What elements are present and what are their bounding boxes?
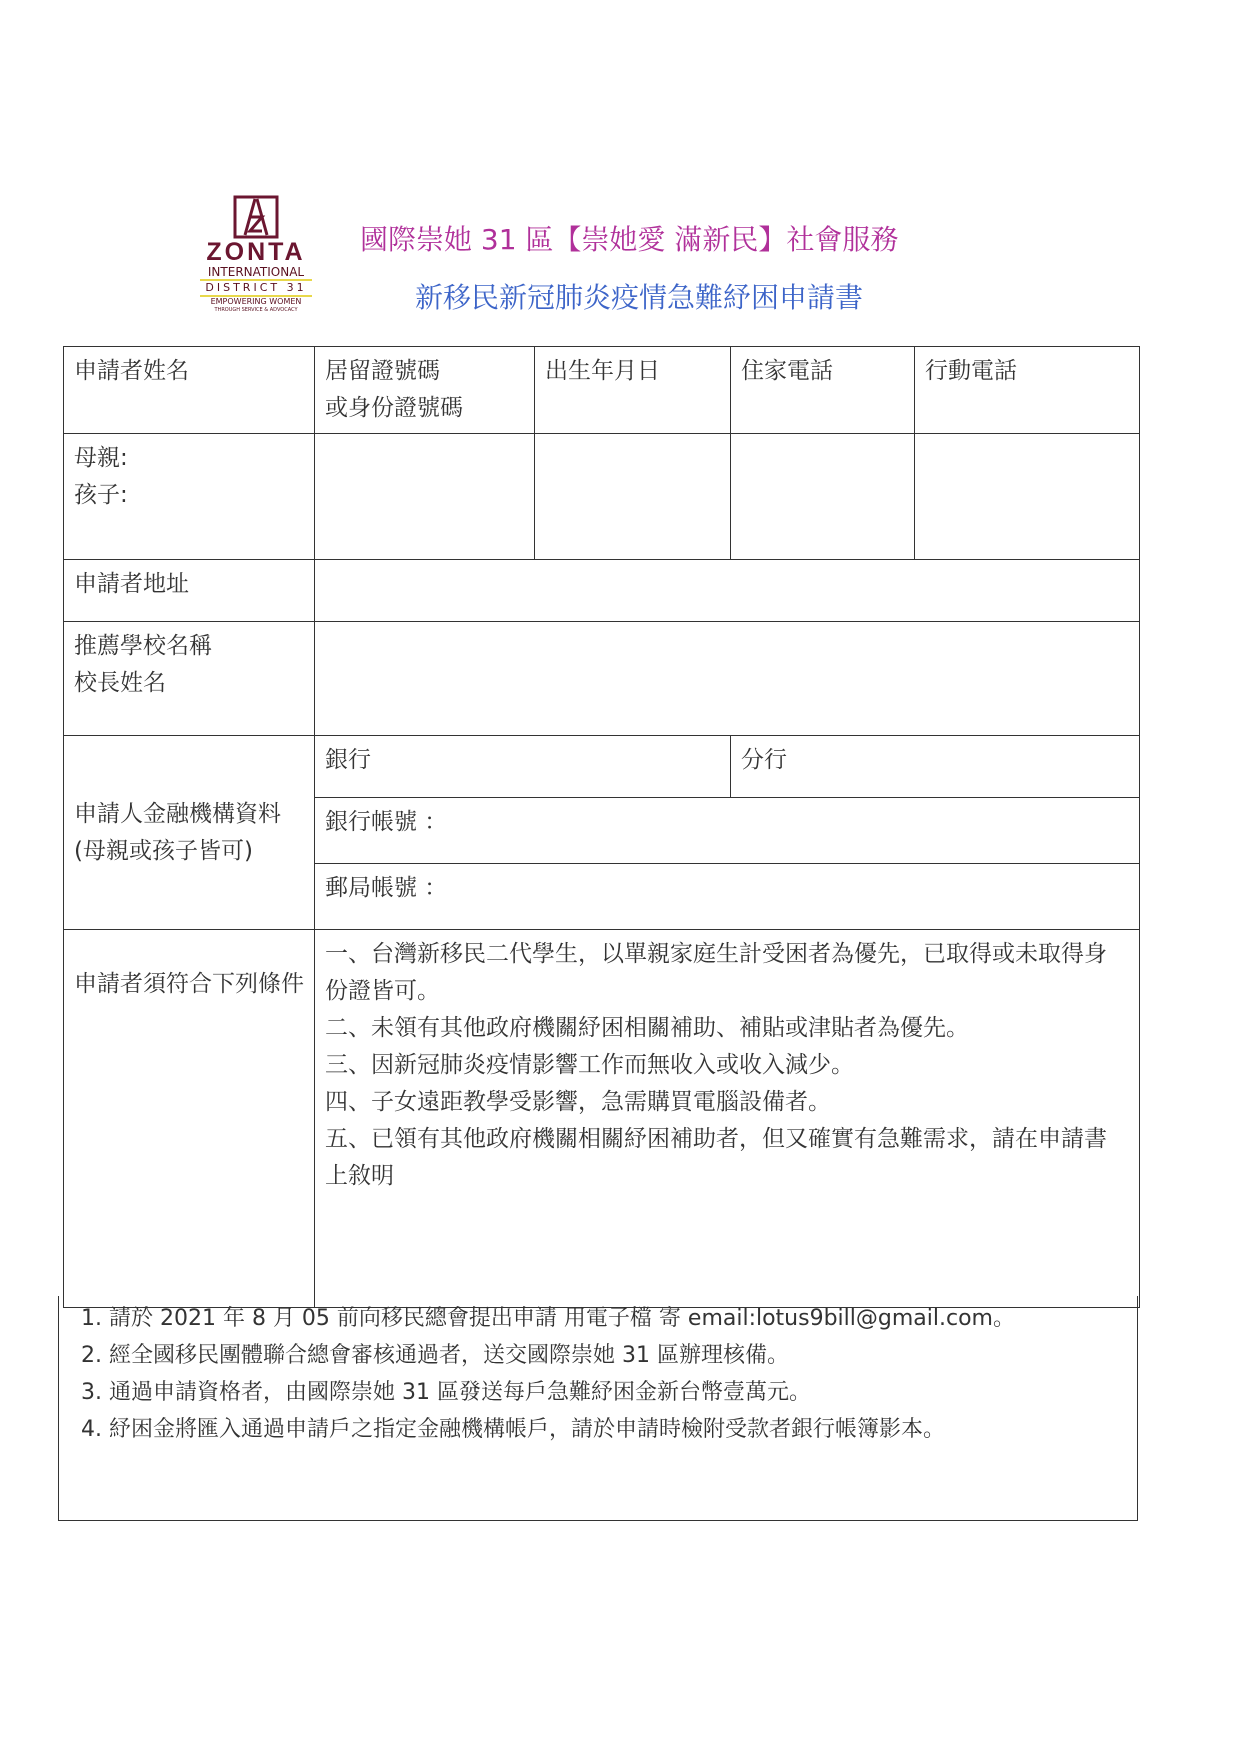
header-row	[64, 347, 1140, 434]
bank-field[interactable]: 銀行	[315, 736, 731, 798]
zonta-emblem-icon	[233, 195, 279, 239]
application-form-table	[63, 346, 1140, 1308]
principal-name-label: 校長姓名	[74, 670, 166, 696]
header-home-phone: 住家電話	[731, 347, 915, 434]
conditions-list	[315, 930, 1140, 1308]
school-name-label: 推薦學校名稱	[74, 633, 212, 659]
applicant-name-cell[interactable]	[64, 434, 315, 560]
condition-item: 一、台灣新移民二代學生，以單親家庭生計受困者為優先，已取得或未取得身份證皆可。	[325, 941, 1107, 1004]
bank-info-label-line2: (母親或孩子皆可)	[74, 837, 253, 864]
condition-item: 四、子女遠距教學受影響，急需購買電腦設備者。	[325, 1089, 831, 1115]
condition-item: 二、未領有其他政府機關紓困相關補助、補貼或津貼者為優先。	[325, 1015, 969, 1041]
address-label: 申請者地址	[64, 560, 315, 622]
header-id-line1: 居留證號碼	[325, 358, 440, 384]
note-item: 1. 請於 2021 年 8 月 05 前向移民總會提出申請 用電子檔 寄 email:lotus9bill@gmail.com。	[81, 1306, 1015, 1331]
address-field[interactable]	[315, 560, 1140, 622]
condition-item: 三、因新冠肺炎疫情影響工作而無收入或收入減少。	[325, 1052, 854, 1078]
address-row	[64, 560, 1140, 622]
note-item: 3. 通過申請資格者，由國際崇她 31 區發送每戶急難紓困金新台幣壹萬元。	[81, 1380, 811, 1405]
header-id-line2: 或身份證號碼	[325, 395, 463, 421]
conditions-label: 申請者須符合下列條件	[64, 930, 315, 1308]
logo-line: DISTRICT 31	[200, 279, 312, 297]
id-number-field[interactable]	[315, 434, 535, 560]
mother-label: 母親:	[74, 445, 128, 471]
child-label: 孩子:	[74, 482, 128, 508]
notes-box	[58, 1296, 1138, 1521]
header-mobile-phone: 行動電話	[915, 347, 1140, 434]
logo-name: ZONTA	[206, 238, 306, 266]
logo-line: EMPOWERING WOMEN	[210, 297, 302, 306]
header-id-number	[315, 347, 535, 434]
school-field[interactable]	[315, 622, 1140, 736]
title-sub: 新移民新冠肺炎疫情急難紓困申請書	[415, 281, 864, 314]
birthdate-field[interactable]	[535, 434, 731, 560]
header-birthdate: 出生年月日	[535, 347, 731, 434]
mobile-phone-field[interactable]	[915, 434, 1140, 560]
school-label	[64, 622, 315, 736]
bank-info-label	[64, 736, 315, 930]
branch-field[interactable]: 分行	[731, 736, 1140, 798]
bank-account-field[interactable]: 銀行帳號 ：	[315, 798, 1140, 864]
note-item: 2. 經全國移民團體聯合總會審核通過者，送交國際崇她 31 區辦理核備。	[81, 1343, 789, 1368]
school-row	[64, 622, 1140, 736]
post-account-field[interactable]: 郵局帳號 ：	[315, 864, 1140, 930]
header-applicant-name: 申請者姓名	[64, 347, 315, 434]
logo-line: THROUGH SERVICE & ADVOCACY	[214, 307, 298, 313]
home-phone-field[interactable]	[731, 434, 915, 560]
condition-item: 五、已領有其他政府機關相關紓困補助者，但又確實有急難需求，請在申請書上敘明	[325, 1126, 1107, 1189]
title-main: 國際崇她 31 區【崇她愛 滿新民】社會服務	[360, 223, 899, 256]
applicant-row	[64, 434, 1140, 560]
conditions-row	[64, 930, 1140, 1308]
note-item: 4. 紓困金將匯入通過申請戶之指定金融機構帳戶，請於申請時檢附受款者銀行帳簿影本。	[81, 1417, 945, 1442]
logo-line: INTERNATIONAL	[207, 265, 305, 279]
bank-row	[64, 736, 1140, 798]
zonta-logo	[200, 195, 312, 313]
bank-info-label-line1: 申請人金融機構資料	[74, 800, 281, 827]
